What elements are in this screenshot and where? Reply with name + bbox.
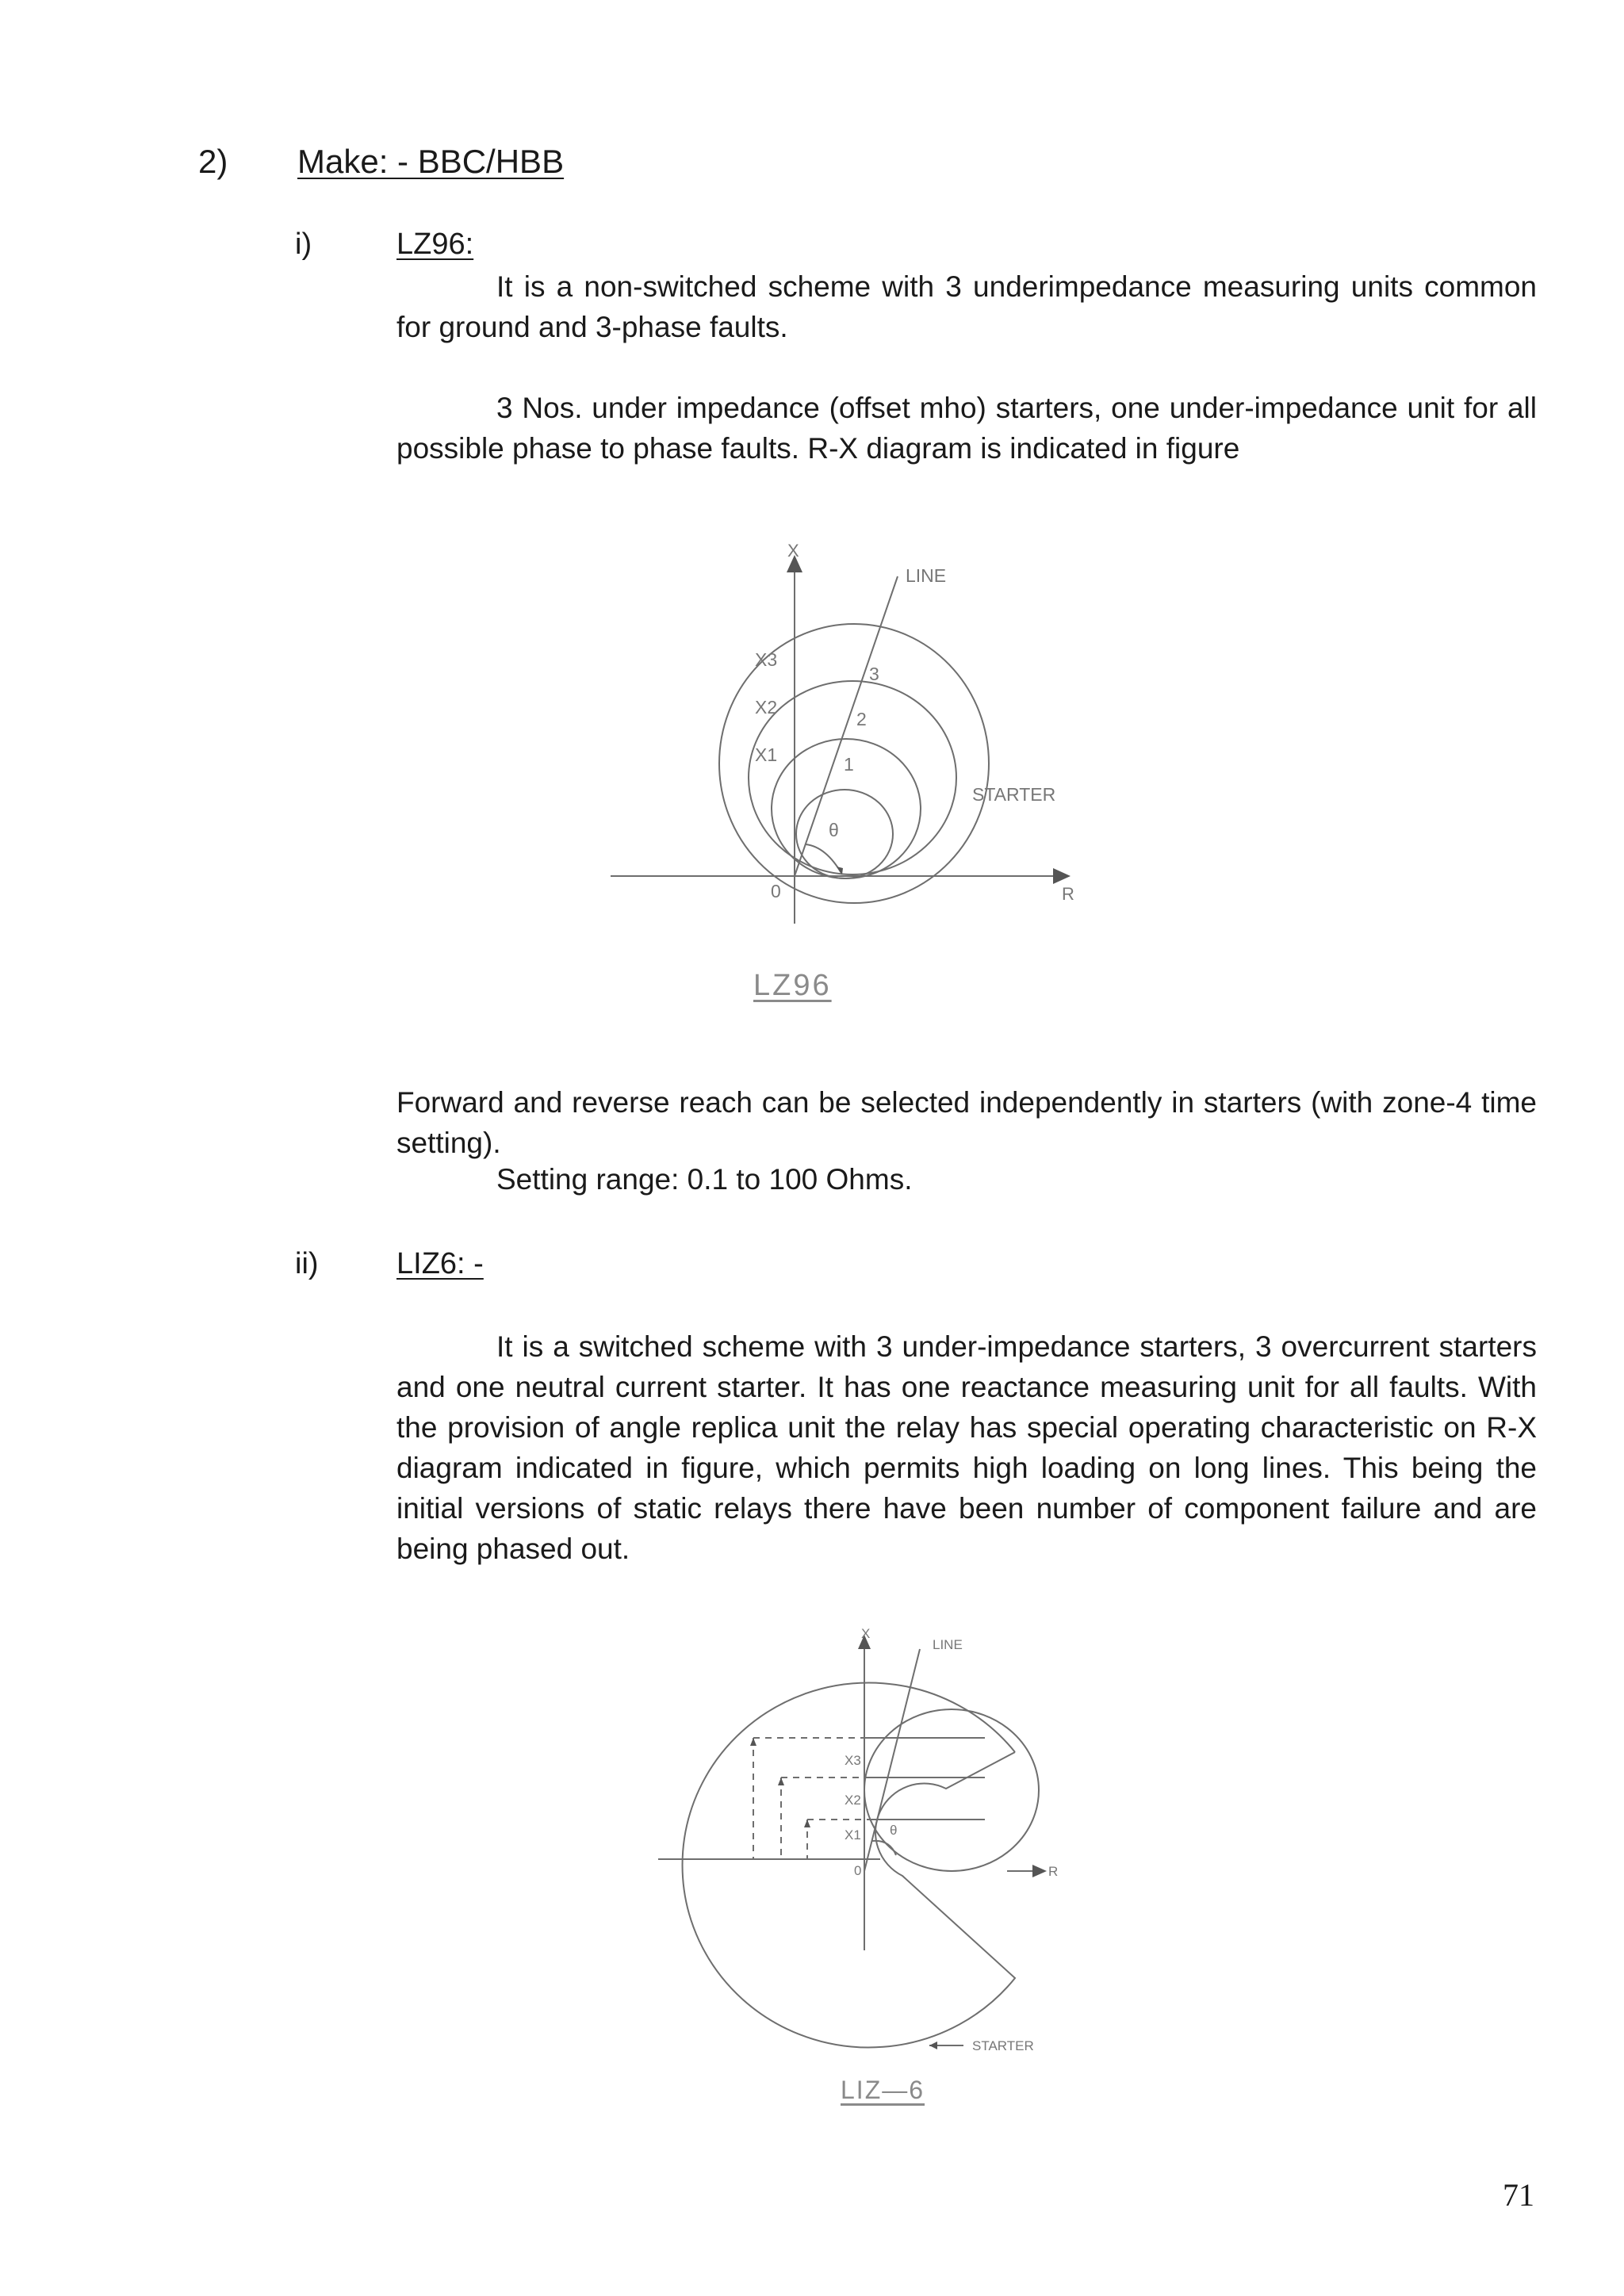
r-axis-label: R xyxy=(1062,884,1074,904)
line-label: LINE xyxy=(906,565,947,586)
paragraph xyxy=(396,266,1537,347)
figure-caption: LZ96 xyxy=(753,969,832,1002)
origin-label: 0 xyxy=(854,1863,862,1878)
r-axis-label: R xyxy=(1048,1864,1059,1879)
x-axis-label: X xyxy=(861,1626,871,1641)
figure-caption: LIZ—6 xyxy=(841,2076,925,2104)
starter-arrow-icon xyxy=(929,2042,937,2049)
section-title: Make: - BBC/HBB xyxy=(297,143,565,180)
x1-label: X1 xyxy=(845,1827,861,1843)
paragraph xyxy=(396,1082,1537,1163)
theta-label: θ xyxy=(890,1823,898,1838)
liz6-diagram xyxy=(642,1617,1086,2125)
x1-label: X1 xyxy=(755,744,778,765)
paragraph-text: It is a non-switched scheme with 3 underimpedance measuring units common for ground and 3-phase faults. xyxy=(396,270,1537,343)
zone-1-circle xyxy=(796,790,893,878)
page-number: 71 xyxy=(1503,2177,1534,2213)
item-numeral: ii) xyxy=(295,1247,319,1280)
section-number: 2) xyxy=(198,143,228,180)
setting-range: Setting range: 0.1 to 100 Ohms. xyxy=(496,1163,913,1196)
origin-label: 0 xyxy=(771,881,781,901)
line-label: LINE xyxy=(933,1637,963,1652)
lz96-diagram xyxy=(603,531,1094,1023)
paragraph xyxy=(396,1326,1537,1569)
x3-label: X3 xyxy=(845,1753,861,1768)
zone-3-label: 3 xyxy=(869,664,879,684)
zone-2-label: 2 xyxy=(856,709,867,729)
item-title: LIZ6: - xyxy=(396,1247,484,1280)
x3-arrow-icon xyxy=(750,1738,756,1746)
x2-label: X2 xyxy=(755,697,778,718)
x2-label: X2 xyxy=(845,1793,861,1808)
starter-label: STARTER xyxy=(972,784,1056,805)
item-title: LZ96: xyxy=(396,228,474,261)
paragraph-text: Forward and reverse reach can be selected independently in starters (with zone-4 time setting). xyxy=(396,1086,1537,1159)
item-numeral: i) xyxy=(295,228,312,261)
x-axis-label: X xyxy=(787,541,799,561)
x1-arrow-icon xyxy=(804,1820,810,1827)
zone-1-label: 1 xyxy=(844,754,854,775)
paragraph-text: It is a switched scheme with 3 under-impedance starters, 3 overcurrent starters and one neutral current starter. It has one reactance measuring unit for all faults. With the provision of angle replica unit the relay has special operating characteristic on R-X diagram indicated in figure, which permits high loading on long lines. This being the initial versions of static relays there have been number of component failure and are being phased out. xyxy=(396,1330,1537,1565)
x3-label: X3 xyxy=(755,649,778,670)
line-characteristic xyxy=(795,576,898,876)
paragraph xyxy=(396,388,1537,469)
x2-arrow-icon xyxy=(778,1777,784,1785)
paragraph-text: 3 Nos. under impedance (offset mho) starters, one under-impedance unit for all possible phase to phase faults. R-X diagram is indicated in figure xyxy=(396,392,1537,465)
theta-label: θ xyxy=(829,820,839,840)
starter-label: STARTER xyxy=(972,2038,1034,2053)
